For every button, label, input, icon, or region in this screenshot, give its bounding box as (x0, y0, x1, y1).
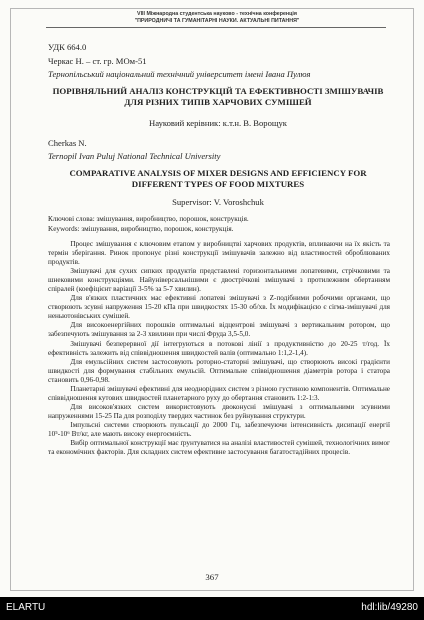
supervisor-uk: Науковий керівник: к.т.н. В. Ворощук (149, 118, 287, 128)
conference-header (60, 11, 374, 24)
paragraph: Для високов'язких систем використовують двоконусні змішувачі з оптимальними зсувними напруженнями 15-25 Па для розподілу твердих частинок без руйнування структури. (48, 402, 390, 420)
paragraph: Для емульсійних систем застосовують роторно-статорні змішувачі, що створюють високі градієнти швидкості для формування стабільних емульсій. Оптимальне співвідношення діаметрів ротора і статора становить 0,96-0,98. (48, 357, 390, 384)
header-rule (46, 27, 386, 28)
author-en: Cherkas N. (48, 138, 87, 148)
paragraph: Імпульсні системи створюють пульсації до 2000 Гц, забезпечуючи інтенсивність дисипації енергії 10⁵-10⁶ Вт/кг, але мають високу енергоємність. (48, 420, 390, 438)
affiliation-en: Ternopil Ivan Puluj National Technical University (48, 151, 221, 161)
title-en: COMPARATIVE ANALYSIS OF MIXER DESIGNS AND EFFICIENCY FOR DIFFERENT TYPES OF FOOD MIXTURES (69, 168, 367, 189)
paragraph: Для високоенергійних порошків оптимальні відцентрові змішувачі з вертикальним ротором, що забезпечують змішування за 2-3 хвилини при числі Фруда 3,5-5,0. (48, 321, 390, 339)
affiliation-uk: Тернопільський національний технічний університет імені Івана Пулюя (48, 69, 311, 79)
keywords-en: Keywords: змішування, виробництво, порошок, конструкція. (48, 225, 234, 233)
paragraph: Процес змішування є ключовим етапом у виробництві харчових продуктів, впливаючи на їх якість та термін зберігання. Ринок пропонує різні конструкції змішувачів залежно від властивостей оброблюваних продуктів. (48, 240, 390, 267)
keywords-uk: Ключові слова: змішування, виробництво, порошок, конструкція. (48, 215, 249, 223)
paragraph: Вибір оптимальної конструкції має ґрунтуватися на аналізі властивостей сумішей, технологічних вимог та економічних факторів. Для складних систем ефективне застосування багатостадійних процесів. (48, 439, 390, 457)
udk-code: УДК 664.0 (48, 42, 87, 52)
repository-footer (0, 597, 424, 620)
handle-id: hdl:lib/49280 (361, 602, 418, 613)
body-text (48, 240, 390, 457)
title-uk: ПОРІВНЯЛЬНИЙ АНАЛІЗ КОНСТРУКЦІЙ ТА ЕФЕКТИВНОСТІ ЗМІШУВАЧІВ ДЛЯ РІЗНИХ ТИПІВ ХАРЧОВИХ СУМІШЕЙ (52, 86, 384, 107)
paragraph: Планетарні змішувачі ефективні для неоднорідних систем з різною густиною компонентів. Оптимальне співвідношення кутових швидкостей планетарного руху до обертання становить 1:2-1:3. (48, 384, 390, 402)
supervisor-en: Supervisor: V. Voroshchuk (172, 197, 264, 207)
conference-header-line2: "ПРИРОДНИЧІ ТА ГУМАНІТАРНІ НАУКИ. АКТУАЛЬНІ ПИТАННЯ" (134, 17, 300, 24)
paragraph: Змішувачі безперервної дії інтегруються в потокові лінії з продуктивністю до 20-25 т/год. Їх ефективність залежить від співвідношення швидкостей валів (оптимально 1:1,2-1,4). (48, 339, 390, 357)
page-number: 367 (205, 572, 219, 582)
author-uk: Черкас Н. – ст. гр. МОм-51 (48, 56, 147, 66)
paragraph: Для в'язких пластичних мас ефективні лопатеві змішувачі з Z-подібними робочими органами, що створюють зсувні напруження 15-20 кПа при швидкостях 15-30 об/хв. Їх модифікацією є сігма-змішувачі для неньютонівських сумішей. (48, 294, 390, 321)
conference-header-line1: VIII Міжнародна студентська науково - технічна конференція (137, 11, 297, 17)
paragraph: Змішувачі для сухих сипких продуктів представлені горизонтальними лопатевими, стрічковими та шнековими конструкціями. Найуніверсальнішими є двострічкові змішувачі з протилежним обертанням спіралей (коефіцієнт варіації 3-5% за 5-7 хвилин). (48, 267, 390, 294)
repository-name: ELARTU (6, 602, 46, 613)
